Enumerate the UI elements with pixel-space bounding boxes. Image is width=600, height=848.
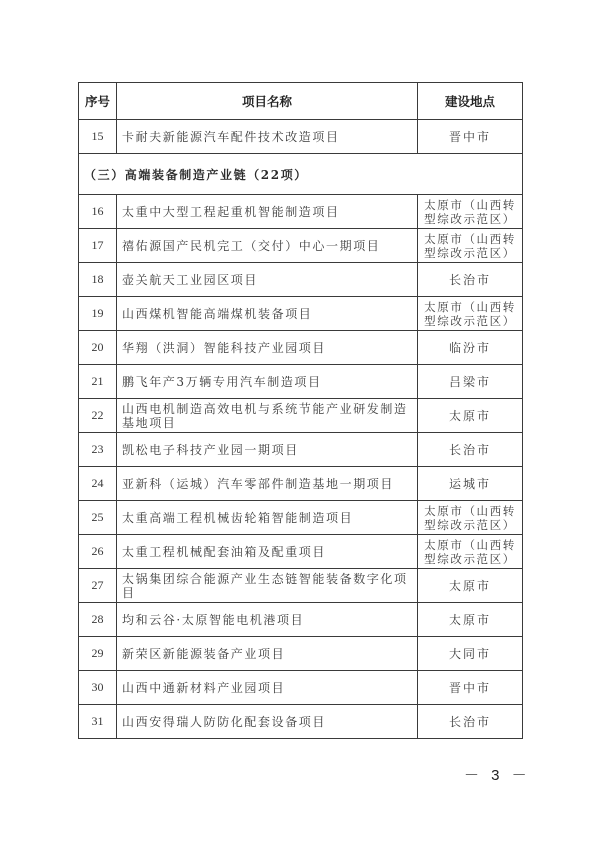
table-header-row <box>79 83 523 120</box>
row-location: 晋中市 <box>418 120 523 154</box>
row-location: 长治市 <box>418 705 523 739</box>
row-location: 运城市 <box>418 467 523 501</box>
row-project-name: 凯松电子科技产业园一期项目 <box>117 433 418 467</box>
table-row <box>79 705 523 739</box>
row-seq: 25 <box>79 501 117 535</box>
row-seq: 22 <box>79 399 117 433</box>
table-row <box>79 365 523 399</box>
table-body <box>79 195 523 739</box>
row-seq: 29 <box>79 637 117 671</box>
row-location: 长治市 <box>418 263 523 297</box>
page-number: － 3 － <box>464 767 531 784</box>
table-row <box>79 331 523 365</box>
row-location: 太原市 <box>418 603 523 637</box>
row-location: 吕梁市 <box>418 365 523 399</box>
table-row <box>79 195 523 229</box>
section-heading: （三）高端装备制造产业链（22项） <box>79 154 523 195</box>
table-row <box>79 637 523 671</box>
table-row <box>79 569 523 603</box>
row-seq: 24 <box>79 467 117 501</box>
row-project-name: 太重高端工程机械齿轮箱智能制造项目 <box>117 501 418 535</box>
row-seq: 19 <box>79 297 117 331</box>
row-project-name: 山西中通新材料产业园项目 <box>117 671 418 705</box>
row-project-name: 禧佑源国产民机完工（交付）中心一期项目 <box>117 229 418 263</box>
row-seq: 31 <box>79 705 117 739</box>
table-row <box>79 501 523 535</box>
project-table <box>78 82 523 739</box>
row-location: 太原市 <box>418 569 523 603</box>
row-seq: 30 <box>79 671 117 705</box>
table-row <box>79 297 523 331</box>
row-seq: 28 <box>79 603 117 637</box>
table-row <box>79 120 523 154</box>
row-seq: 23 <box>79 433 117 467</box>
table-row <box>79 263 523 297</box>
header-project-name: 项目名称 <box>117 83 418 120</box>
table-row <box>79 603 523 637</box>
row-project-name: 华翔（洪洞）智能科技产业园项目 <box>117 331 418 365</box>
row-seq: 27 <box>79 569 117 603</box>
table-row <box>79 467 523 501</box>
table-row <box>79 399 523 433</box>
row-location: 太原市 <box>418 399 523 433</box>
row-project-name: 山西安得瑞人防防化配套设备项目 <box>117 705 418 739</box>
section-row <box>79 154 523 195</box>
row-location: 长治市 <box>418 433 523 467</box>
row-seq: 26 <box>79 535 117 569</box>
row-project-name: 均和云谷·太原智能电机港项目 <box>117 603 418 637</box>
row-location: 晋中市 <box>418 671 523 705</box>
row-project-name: 卡耐夫新能源汽车配件技术改造项目 <box>117 120 418 154</box>
row-project-name: 新荣区新能源装备产业项目 <box>117 637 418 671</box>
row-project-name: 鹏飞年产3万辆专用汽车制造项目 <box>117 365 418 399</box>
row-seq: 20 <box>79 331 117 365</box>
row-location: 太原市（山西转型综改示范区） <box>418 195 523 229</box>
row-seq: 18 <box>79 263 117 297</box>
row-project-name: 亚新科（运城）汽车零部件制造基地一期项目 <box>117 467 418 501</box>
row-location: 太原市（山西转型综改示范区） <box>418 297 523 331</box>
row-location: 太原市（山西转型综改示范区） <box>418 535 523 569</box>
header-seq: 序号 <box>79 83 117 120</box>
row-location: 太原市（山西转型综改示范区） <box>418 501 523 535</box>
row-location: 大同市 <box>418 637 523 671</box>
table-row <box>79 671 523 705</box>
row-location: 临汾市 <box>418 331 523 365</box>
row-project-name: 壶关航天工业园区项目 <box>117 263 418 297</box>
row-location: 太原市（山西转型综改示范区） <box>418 229 523 263</box>
row-project-name: 太重中大型工程起重机智能制造项目 <box>117 195 418 229</box>
row-seq: 15 <box>79 120 117 154</box>
row-project-name: 太锅集团综合能源产业生态链智能装备数字化项目 <box>117 569 418 603</box>
row-seq: 17 <box>79 229 117 263</box>
row-seq: 16 <box>79 195 117 229</box>
table-row <box>79 433 523 467</box>
table-row <box>79 229 523 263</box>
row-project-name: 山西电机制造高效电机与系统节能产业研发制造基地项目 <box>117 399 418 433</box>
header-location: 建设地点 <box>418 83 523 120</box>
table-row <box>79 535 523 569</box>
row-project-name: 太重工程机械配套油箱及配重项目 <box>117 535 418 569</box>
row-project-name: 山西煤机智能高端煤机装备项目 <box>117 297 418 331</box>
row-seq: 21 <box>79 365 117 399</box>
